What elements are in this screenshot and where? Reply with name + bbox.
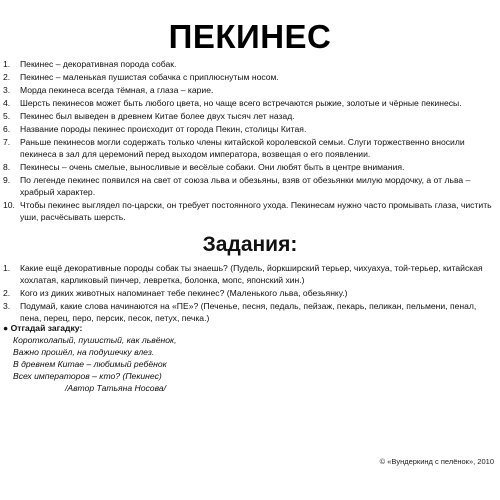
- item-text: Кого из диких животных напоминает тебе пекинес? (Маленького льва, обезьянку.): [20, 288, 348, 298]
- list-item: [3, 84, 495, 96]
- list-item: [3, 199, 495, 223]
- item-text: Подумай, какие слова начинаются на «ПЕ»? (Печенье, песня, педаль, пейзаж, пекарь, пеликан, пельмени, пенал, пена, перец, перо, персик, песок, петух, печка.): [20, 301, 477, 323]
- item-text: Раньше пекинесов могли содержать только члены китайской королевской семьи. Слуги торжественно вносили пекинеса в зал для церемоний перед выходом императора, возвещая о его появлении.: [20, 137, 465, 159]
- list-item: [3, 110, 495, 122]
- item-text: По легенде пекинес появился на свет от союза льва и обезьяны, взяв от обезьянки милую мордочку, а от льва – храбрый характер.: [20, 175, 471, 197]
- item-number: 2.: [3, 288, 11, 298]
- riddle-line: Коротколапый, пушистый, как львёнок,: [13, 335, 177, 345]
- copyright-notice: © «Вундеркинд с пелёнок», 2010: [379, 457, 494, 466]
- list-item: [3, 97, 495, 109]
- item-text: Пекинес – маленькая пушистая собачка с приплюснутым носом.: [20, 72, 279, 82]
- facts-list: [3, 58, 495, 224]
- list-item: [3, 71, 495, 83]
- item-number: 3.: [3, 301, 11, 311]
- item-number: 3.: [3, 85, 11, 95]
- item-number: 7.: [3, 137, 11, 147]
- item-number: 10.: [3, 200, 15, 210]
- riddle-heading: ● Отгадай загадку:: [3, 323, 83, 333]
- list-item: [3, 123, 495, 135]
- list-item: [3, 300, 495, 324]
- item-text: Пекинес был выведен в древнем Китае более двух тысяч лет назад.: [20, 111, 295, 121]
- item-text: Название породы пекинес происходит от города Пекин, столицы Китая.: [20, 124, 307, 134]
- riddle-line: Всех императоров – кто? (Пекинес): [13, 371, 162, 381]
- item-text: Морда пекинеса всегда тёмная, а глаза – карие.: [20, 85, 214, 95]
- item-text: Пекинес – декоративная порода собак.: [20, 59, 177, 69]
- item-number: 5.: [3, 111, 11, 121]
- tasks-heading: Задания:: [202, 233, 298, 256]
- item-number: 9.: [3, 175, 11, 185]
- riddle-poem: [3, 334, 303, 394]
- page-title: ПЕКИНЕС: [168, 18, 332, 55]
- item-number: 2.: [3, 72, 11, 82]
- item-text: Пекинесы – очень смелые, выносливые и весёлые собаки. Они любят быть в центре внимания.: [20, 162, 405, 172]
- list-item: [3, 136, 495, 160]
- item-text: Чтобы пекинес выглядел по-царски, он требует постоянного ухода. Пекинесам нужно часто промывать глаза, чистить уши, расчёсывать шерсть.: [20, 200, 492, 222]
- riddle-line: Важно прошёл, на подушечку влез.: [13, 347, 155, 357]
- riddle-author: /Автор Татьяна Носова/: [65, 383, 167, 393]
- list-item: [3, 287, 495, 299]
- list-item: [3, 262, 495, 286]
- item-number: 6.: [3, 124, 11, 134]
- riddle-section: [3, 322, 303, 394]
- item-number: 8.: [3, 162, 11, 172]
- item-text: Шерсть пекинесов может быть любого цвета, но чаще всего встречаются рыжие, золотые и чёрные пекинесы.: [20, 98, 462, 108]
- list-item: [3, 174, 495, 198]
- item-text: Какие ещё декоративные породы собак ты знаешь? (Пудель, йоркширский терьер, чихуахуа, той-терьер, китайская хохлатая, карликовый пинчер, левретка, болонка, мопс, японский хин.): [20, 263, 483, 285]
- item-number: 1.: [3, 263, 11, 273]
- list-item: [3, 58, 495, 70]
- item-number: 1.: [3, 59, 11, 69]
- list-item: [3, 161, 495, 173]
- tasks-list: [3, 262, 495, 325]
- item-number: 4.: [3, 98, 11, 108]
- riddle-line: В древнем Китае – любимый ребёнок: [13, 359, 167, 369]
